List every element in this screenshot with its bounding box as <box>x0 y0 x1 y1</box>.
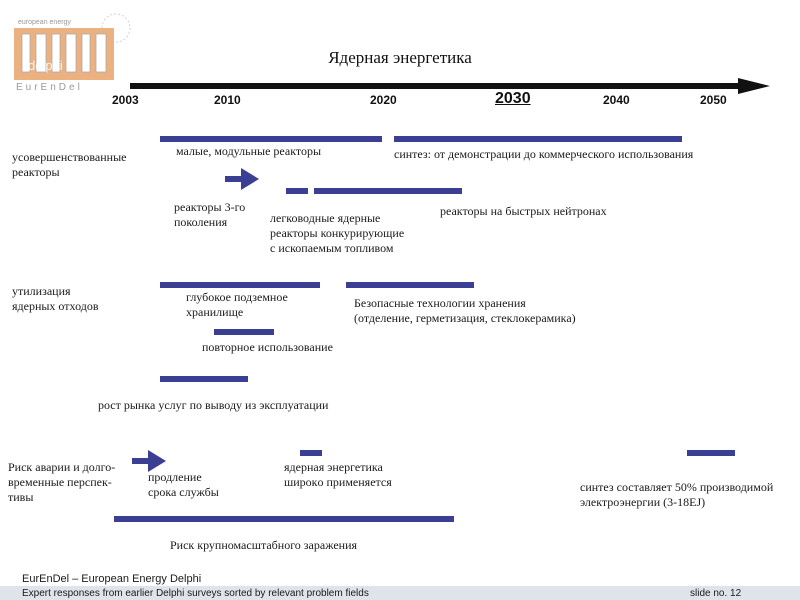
category-risk: Риск аварии и долго- временные перспек- тивы <box>8 460 116 504</box>
bar-lwr <box>286 188 308 194</box>
bar-contamination <box>114 516 454 522</box>
bar-widely-used <box>300 450 322 456</box>
category-advanced-reactors: усовершенствованные реакторы <box>12 150 127 179</box>
arrow-right-icon <box>132 450 166 472</box>
year-label-highlighted: 2030 <box>495 90 531 107</box>
footer-title: EurEnDel – European Energy Delphi <box>22 573 202 585</box>
eurendel-logo <box>8 6 136 92</box>
label-reuse: повторное использование <box>202 340 333 354</box>
label-small-reactors: малые, модульные реакторы <box>176 144 322 158</box>
year-label: 2040 <box>603 93 630 107</box>
label-fast-reactors: реакторы на быстрых нейтронах <box>440 204 607 218</box>
label-lwr: легководные ядерные реакторы конкурирующие с ископаемым топливом <box>270 211 405 255</box>
label-contamination: Риск крупномасштабного заражения <box>170 538 358 552</box>
logo-top-text: european energy <box>18 19 71 26</box>
label-extension: продление срока службы <box>148 470 219 499</box>
label-gen3: реакторы 3-го поколения <box>174 200 246 229</box>
slide-number: slide no. 12 <box>690 588 742 599</box>
year-label: 2050 <box>700 93 727 107</box>
bar-deep-storage <box>160 282 320 288</box>
bar-fusion <box>394 136 682 142</box>
year-label: 2003 <box>112 93 139 107</box>
label-fusion: синтез: от демонстрации до коммерческого использования <box>394 147 694 161</box>
label-fusion-50: синтез составляет 50% производимой электроэнергии (3-18EJ) <box>580 480 774 509</box>
bar-small-reactors <box>160 136 382 142</box>
bar-fast-reactors <box>314 188 462 194</box>
page-title: Ядерная энергетика <box>328 48 472 67</box>
bar-fusion-50 <box>687 450 735 456</box>
logo-main-text: delphi <box>28 58 63 73</box>
label-safe-storage: Безопасные технологии хранения (отделение, герметизация, стеклокерамика) <box>354 296 576 325</box>
year-label: 2020 <box>370 93 397 107</box>
category-waste: утилизация ядерных отходов <box>12 284 99 313</box>
label-decommission: рост рынка услуг по выводу из эксплуатации <box>98 398 329 412</box>
bar-decommission <box>160 376 248 382</box>
arrow-right-icon <box>225 168 259 190</box>
label-widely-used: ядерная энергетика широкo применяется <box>284 460 392 489</box>
timeline-arrow <box>130 78 770 94</box>
bar-reuse <box>214 329 274 335</box>
year-label: 2010 <box>214 93 241 107</box>
bar-safe-storage <box>346 282 474 288</box>
footer-subtitle: Expert responses from earlier Delphi surveys sorted by relevant problem fields <box>22 588 369 599</box>
logo-bottom-text: EurEnDel <box>16 82 83 92</box>
label-deep-storage: глубокое подземное хранилище <box>186 290 288 319</box>
